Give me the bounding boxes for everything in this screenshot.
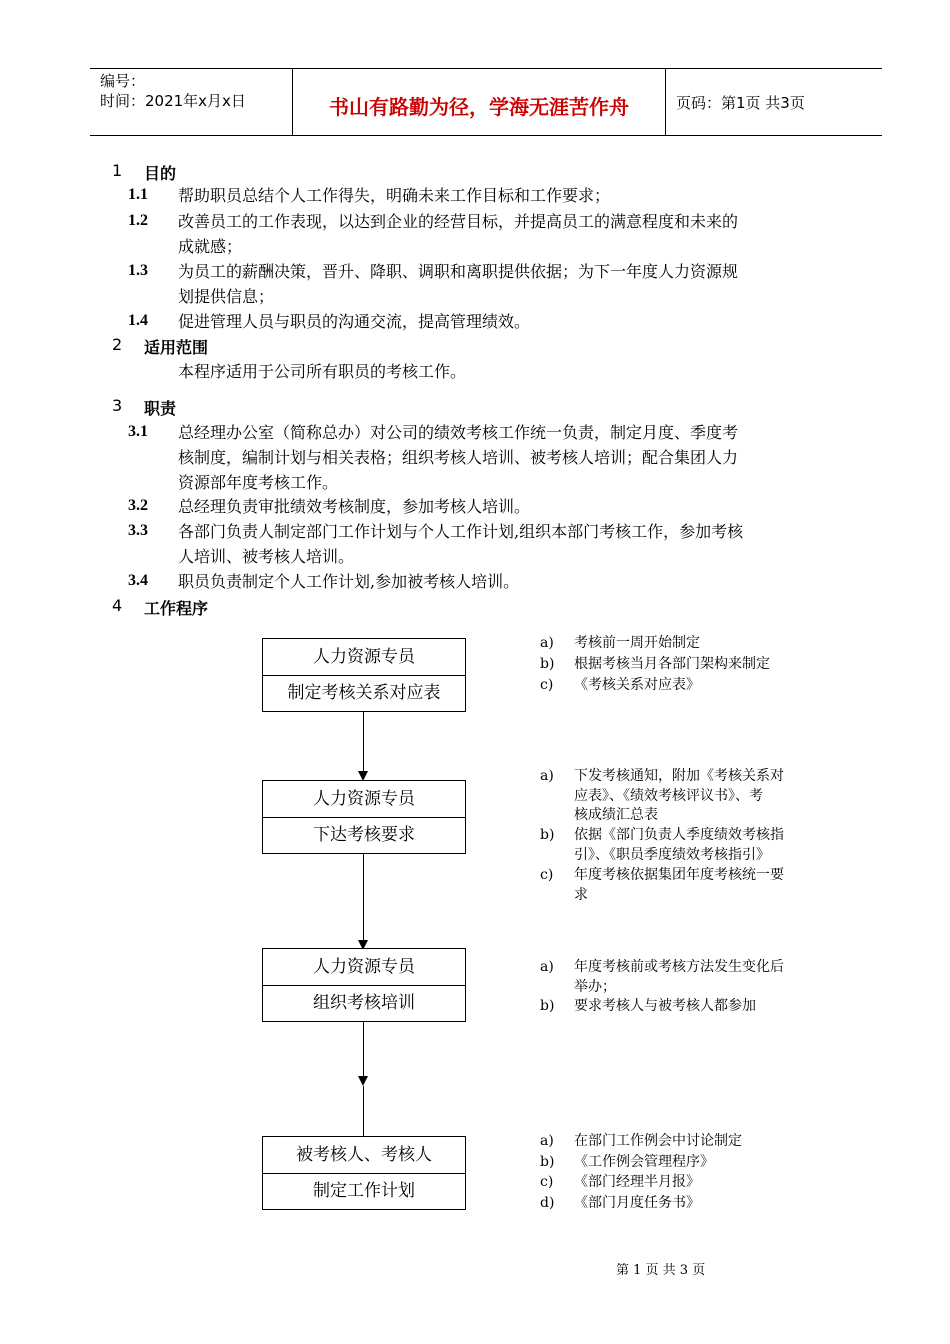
note-label: b) xyxy=(540,827,555,843)
item-text-line: 职员负责制定个人工作计划,参加被考核人培训。 xyxy=(178,572,520,591)
item-text-line: 资源部年度考核工作。 xyxy=(178,473,339,492)
scope-text: 本程序适用于公司所有职员的考核工作。 xyxy=(178,362,467,381)
flow-step-box xyxy=(262,638,466,712)
note-label: a) xyxy=(540,959,554,975)
item-number: 3.2 xyxy=(128,497,148,514)
flow-step-box xyxy=(262,1136,466,1210)
note-text: 《考核关系对应表》 xyxy=(574,677,700,693)
note-text: 年度考核依据集团年度考核统一要 xyxy=(574,867,784,883)
item-text-line: 为员工的薪酬决策，晋升、降职、调职和离职提供依据；为下一年度人力资源规 xyxy=(178,262,739,281)
note-text: 《部门月度任务书》 xyxy=(574,1195,700,1211)
note-label: a) xyxy=(540,635,554,651)
item-text-line: 帮助职员总结个人工作得失，明确未来工作目标和工作要求； xyxy=(178,186,611,205)
flow-connector xyxy=(363,711,364,771)
flow-step-action: 制定考核关系对应表 xyxy=(287,683,441,703)
item-number: 1.1 xyxy=(128,186,148,203)
header-motto-cell xyxy=(292,69,666,135)
section-1-heading xyxy=(112,161,312,183)
item-text-line: 改善员工的工作表现，以达到企业的经营目标，并提高员工的满意程度和未来的 xyxy=(178,212,739,231)
item-text-line: 总经理负责审批绩效考核制度，参加考核人培训。 xyxy=(178,497,531,516)
note-text: 求 xyxy=(574,887,588,903)
section-title: 适用范围 xyxy=(144,338,209,357)
section-2-heading xyxy=(112,335,312,357)
flow-step-role: 被考核人、考核人 xyxy=(263,1137,465,1174)
note-text: 《工作例会管理程序》 xyxy=(574,1154,714,1170)
flow-step-action: 制定工作计划 xyxy=(313,1181,415,1201)
note-text: 应表》、《绩效考核评议书》、考 xyxy=(574,788,763,804)
page-footer: 第 1 页 共 3 页 xyxy=(616,1263,706,1278)
item-number: 1.2 xyxy=(128,212,148,229)
item-text-line: 各部门负责人制定部门工作计划与个人工作计划,组织本部门考核工作，参加考核 xyxy=(178,522,744,541)
item-number: 1.4 xyxy=(128,312,148,329)
section-title: 工作程序 xyxy=(144,599,209,618)
item-text-line: 划提供信息； xyxy=(178,287,275,306)
flow-step-box xyxy=(262,948,466,1022)
section-number: 3 xyxy=(112,396,123,415)
note-label: c) xyxy=(540,1174,554,1190)
item-text-line: 成就感； xyxy=(178,237,243,256)
code-label: 编号： xyxy=(100,72,146,90)
section-number: 2 xyxy=(112,335,123,354)
note-text: 考核前一周开始制定 xyxy=(574,635,700,651)
note-label: c) xyxy=(540,867,554,883)
note-text: 在部门工作例会中讨论制定 xyxy=(574,1133,742,1149)
section-number: 4 xyxy=(112,596,123,615)
header-page-cell xyxy=(666,69,882,135)
note-text: 下发考核通知，附加《考核关系对 xyxy=(574,768,784,784)
flow-step-role: 人力资源专员 xyxy=(263,949,465,986)
note-label: d) xyxy=(540,1195,555,1211)
note-text: 年度考核前或考核方法发生变化后 xyxy=(574,959,784,975)
note-label: c) xyxy=(540,677,554,693)
page-info: 页码：第1页 共3页 xyxy=(676,94,805,112)
note-label: b) xyxy=(540,998,555,1014)
note-label: b) xyxy=(540,656,555,672)
flow-connector xyxy=(363,1086,364,1136)
note-text: 依据《部门负责人季度绩效考核指 xyxy=(574,827,784,843)
flow-step-action: 组织考核培训 xyxy=(313,993,415,1013)
arrow-down-icon xyxy=(358,1076,368,1086)
item-number: 1.3 xyxy=(128,262,148,279)
item-text-line: 人培训、被考核人培训。 xyxy=(178,547,355,566)
note-text: 根据考核当月各部门架构来制定 xyxy=(574,656,770,672)
note-label: a) xyxy=(540,768,554,784)
note-text: 举办； xyxy=(574,979,616,995)
motto-text: 书山有路勤为径，学海无涯苦作舟 xyxy=(329,95,629,119)
item-number: 3.4 xyxy=(128,572,148,589)
flow-step-role: 人力资源专员 xyxy=(263,639,465,676)
flow-connector xyxy=(363,1022,364,1076)
item-text-line: 核制度，编制计划与相关表格；组织考核人培训、被考核人培训；配合集团人力 xyxy=(178,448,739,467)
item-number: 3.3 xyxy=(128,522,148,539)
header-meta-cell xyxy=(90,69,292,135)
flow-step-action: 下达考核要求 xyxy=(313,825,415,845)
item-number: 3.1 xyxy=(128,423,148,440)
note-text: 要求考核人与被考核人都参加 xyxy=(574,998,756,1014)
flow-step-box xyxy=(262,780,466,854)
item-text-line: 促进管理人员与职员的沟通交流，提高管理绩效。 xyxy=(178,312,531,331)
section-4-heading xyxy=(112,596,312,618)
section-title: 职责 xyxy=(144,399,177,418)
flow-connector xyxy=(363,854,364,940)
section-3-heading xyxy=(112,396,312,418)
note-text: 核成绩汇总表 xyxy=(574,807,658,823)
flow-step-role: 人力资源专员 xyxy=(263,781,465,818)
item-text-line: 总经理办公室（简称总办）对公司的绩效考核工作统一负责，制定月度、季度考 xyxy=(178,423,739,442)
note-label: a) xyxy=(540,1133,554,1149)
section-number: 1 xyxy=(112,161,123,180)
section-title: 目的 xyxy=(144,164,177,183)
note-label: b) xyxy=(540,1154,555,1170)
note-text: 引》、《职员季度绩效考核指引》 xyxy=(574,847,770,863)
note-text: 《部门经理半月报》 xyxy=(574,1174,700,1190)
time-label: 时间：2021年x月x日 xyxy=(100,92,246,110)
document-header xyxy=(90,68,882,136)
